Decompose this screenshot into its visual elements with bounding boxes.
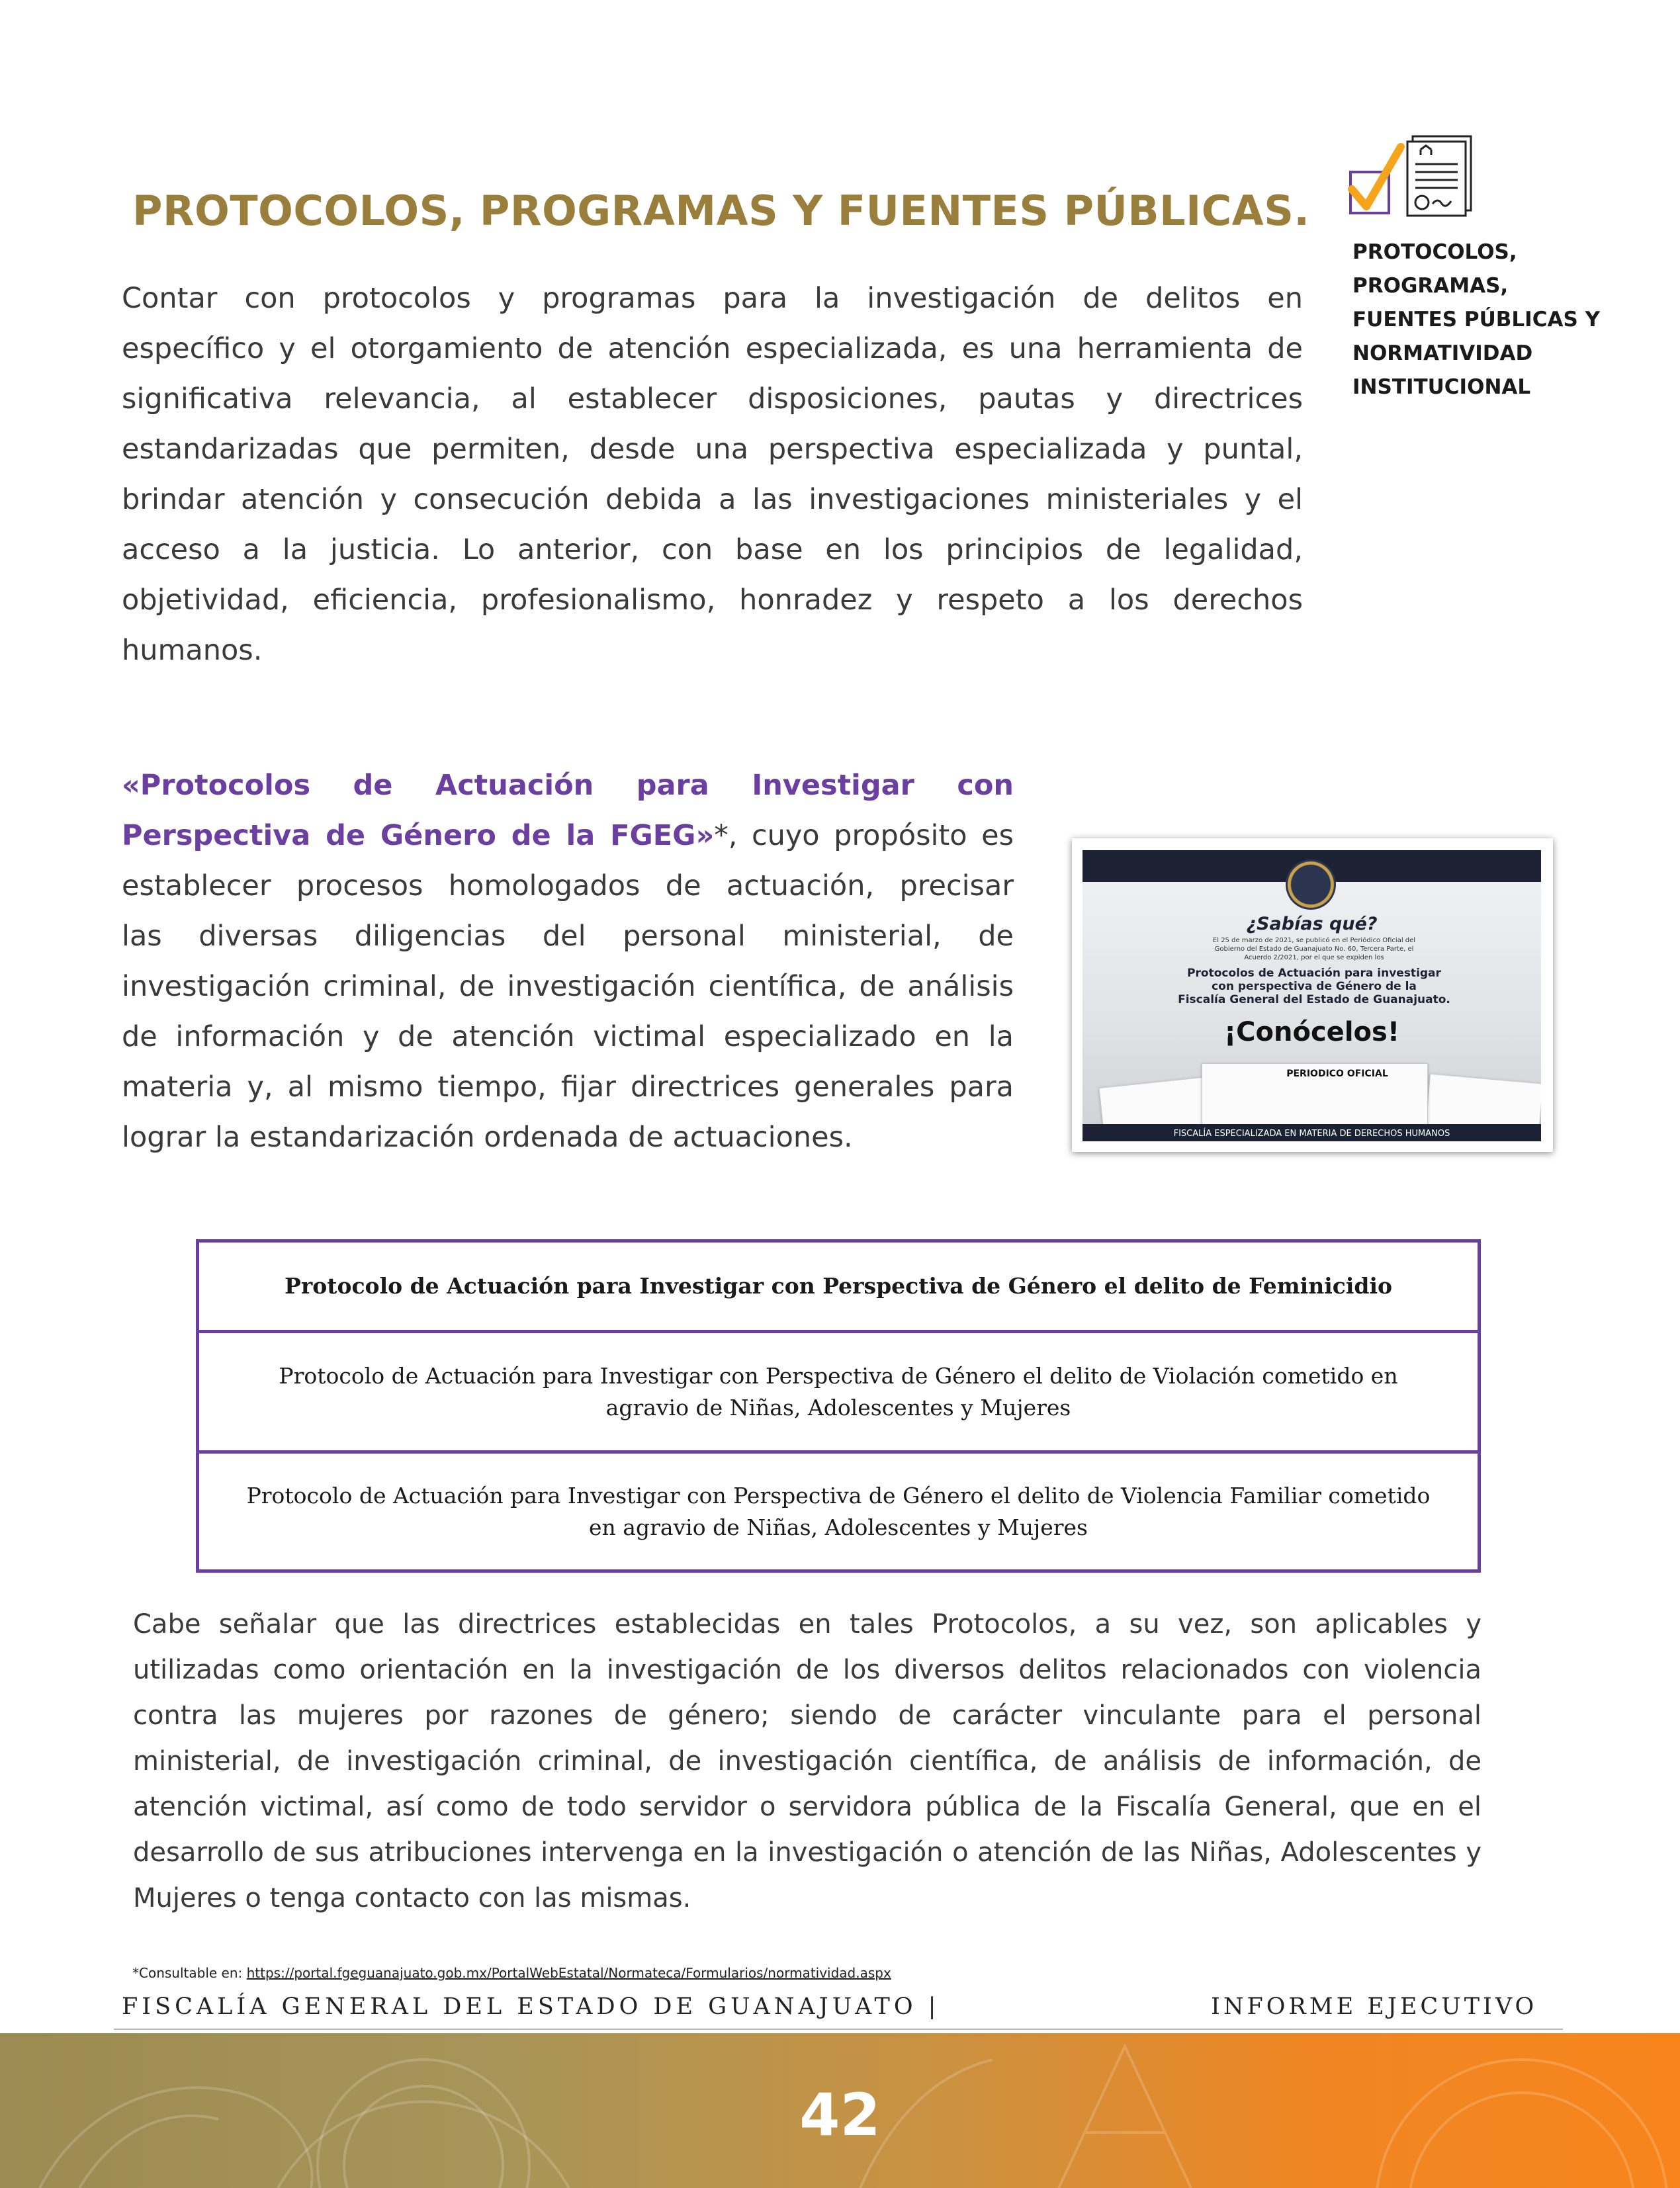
side-label-line: NORMATIVIDAD — [1352, 341, 1533, 365]
sabias-que-graphic — [1083, 850, 1541, 1141]
protocol-table-row: Protocolo de Actuación para Investigar con Perspectiva de Género el delito de Violación cometido en agravio de Niñas, Adolescentes y Mujeres — [199, 1333, 1478, 1454]
fiscalia-emblem-icon — [1286, 859, 1336, 910]
intro-line: brindar atención y consecución debida a las investigaciones ministeriales y el — [122, 483, 1303, 516]
sabias-protocol-text — [1162, 967, 1466, 1006]
checkmark-document-icon — [1347, 132, 1479, 225]
footnote-prefix: *Consultable en: — [132, 1965, 247, 1981]
closing-line: Cabe señalar que las directrices establecidas en tales Protocolos, a su vez, son aplicables y — [133, 1609, 1481, 1640]
intro-line: humanos. — [122, 634, 263, 667]
sabias-protocol-line: Protocolos de Actuación para investigar — [1187, 967, 1441, 980]
protocol-line: lograr la estandarización ordenada de actuaciones. — [122, 1121, 853, 1154]
side-label-line: PROGRAMAS, — [1352, 274, 1509, 298]
closing-line: atención victimal, así como de todo servidor o servidora pública de la Fiscalía General, que en el — [133, 1792, 1481, 1822]
sabias-protocol-line: Fiscalía General del Estado de Guanajuato. — [1178, 993, 1450, 1006]
protocol-line-rest: *, cuyo propósito es — [714, 819, 1014, 852]
closing-line: desarrollo de sus atribuciones intervenga en la investigación o atención de las Niñas, Adolescentes y — [133, 1837, 1481, 1868]
protocol-line: de información y de atención victimal especializado en la — [122, 1020, 1014, 1053]
side-label-line: INSTITUCIONAL — [1352, 375, 1531, 399]
protocol-line: establecer procesos homologados de actuación, precisar — [122, 869, 1014, 902]
bottom-band — [0, 2033, 1680, 2188]
footer-divider — [114, 2029, 1563, 2030]
closing-line: Mujeres o tenga contacto con las mismas. — [133, 1883, 691, 1913]
sabias-footer: FISCALÍA ESPECIALIZADA EN MATERIA DE DERECHOS HUMANOS — [1173, 1129, 1450, 1139]
sabias-small-text: El 25 de marzo de 2021, se publicó en el Periódico Oficial del Gobierno del Estado de Guanajuato No. 60, Tercera Parte, el Acuerdo 2/2021, por el que se expiden los — [1212, 937, 1416, 961]
sabias-que-image — [1072, 838, 1553, 1152]
protocol-line: investigación criminal, de investigación científica, de análisis — [122, 970, 1014, 1003]
intro-line: estandarizadas que permiten, desde una perspectiva especializada y puntal, — [122, 433, 1303, 466]
intro-line: específico y el otorgamiento de atención especializada, es una herramienta de — [122, 332, 1303, 365]
sabias-protocol-line: con perspectiva de Género de la — [1212, 980, 1417, 993]
side-label-line: PROTOCOLOS, — [1352, 240, 1517, 264]
intro-line: acceso a la justicia. Lo anterior, con base en los principios de legalidad, — [122, 533, 1303, 566]
page-title: PROTOCOLOS, PROGRAMAS Y FUENTES PÚBLICAS. — [132, 187, 1310, 235]
protocol-line: las diversas diligencias del personal ministerial, de — [122, 920, 1014, 953]
protocol-table-row: Protocolo de Actuación para Investigar con Perspectiva de Género el delito de Feminicidio — [199, 1243, 1478, 1333]
intro-line: Contar con protocolos y programas para la investigación de delitos en — [122, 282, 1303, 315]
protocol-line — [122, 810, 1014, 861]
section-side-label — [1352, 236, 1617, 404]
footnote-link[interactable]: https://portal.fgeguanajuato.gob.mx/PortalWebEstatal/Normateca/Formularios/normatividad.aspx — [246, 1965, 891, 1981]
closing-paragraph — [133, 1602, 1481, 1921]
protocol-table — [196, 1239, 1481, 1573]
intro-paragraph — [122, 273, 1303, 676]
closing-line: utilizadas como orientación en la investigación de los diversos delitos relacionados con violencia — [133, 1655, 1481, 1685]
footnote — [132, 1965, 891, 1981]
protocol-table-row: Protocolo de Actuación para Investigar con Perspectiva de Género el delito de Violencia Familiar cometido en agravio de Niñas, Adolescentes y Mujeres — [246, 1482, 1431, 1540]
newspaper-title: PERIODICO OFICIAL — [1286, 1069, 1388, 1079]
sabias-question: ¿Sabías qué? — [1246, 914, 1378, 934]
protocol-highlight-title: «Protocolos de Actuación para Investigar con — [122, 769, 1014, 802]
protocol-line: materia y, al mismo tiempo, fijar directrices generales para — [122, 1071, 1014, 1104]
footer-report-name: INFORME EJECUTIVO — [1211, 1993, 1538, 2020]
sabias-call-to-action: ¡Conócelos! — [1223, 1017, 1400, 1047]
closing-line: ministerial, de investigación criminal, de investigación científica, de análisis de información, de — [133, 1746, 1481, 1776]
intro-line: objetividad, eficiencia, profesionalismo, honradez y respeto a los derechos — [122, 584, 1303, 617]
side-label-line: FUENTES PÚBLICAS Y — [1352, 308, 1601, 331]
closing-line: contra las mujeres por razones de género; siendo de carácter vinculante para el personal — [133, 1700, 1481, 1731]
protocol-highlight-title-cont: Perspectiva de Género de la FGEG» — [122, 819, 715, 852]
intro-line: significativa relevancia, al establecer disposiciones, pautas y directrices — [122, 382, 1303, 416]
page-number: 42 — [799, 2081, 881, 2149]
protocol-paragraph — [122, 760, 1014, 1162]
footer-institution: FISCALÍA GENERAL DEL ESTADO DE GUANAJUATO | — [122, 1993, 940, 2020]
